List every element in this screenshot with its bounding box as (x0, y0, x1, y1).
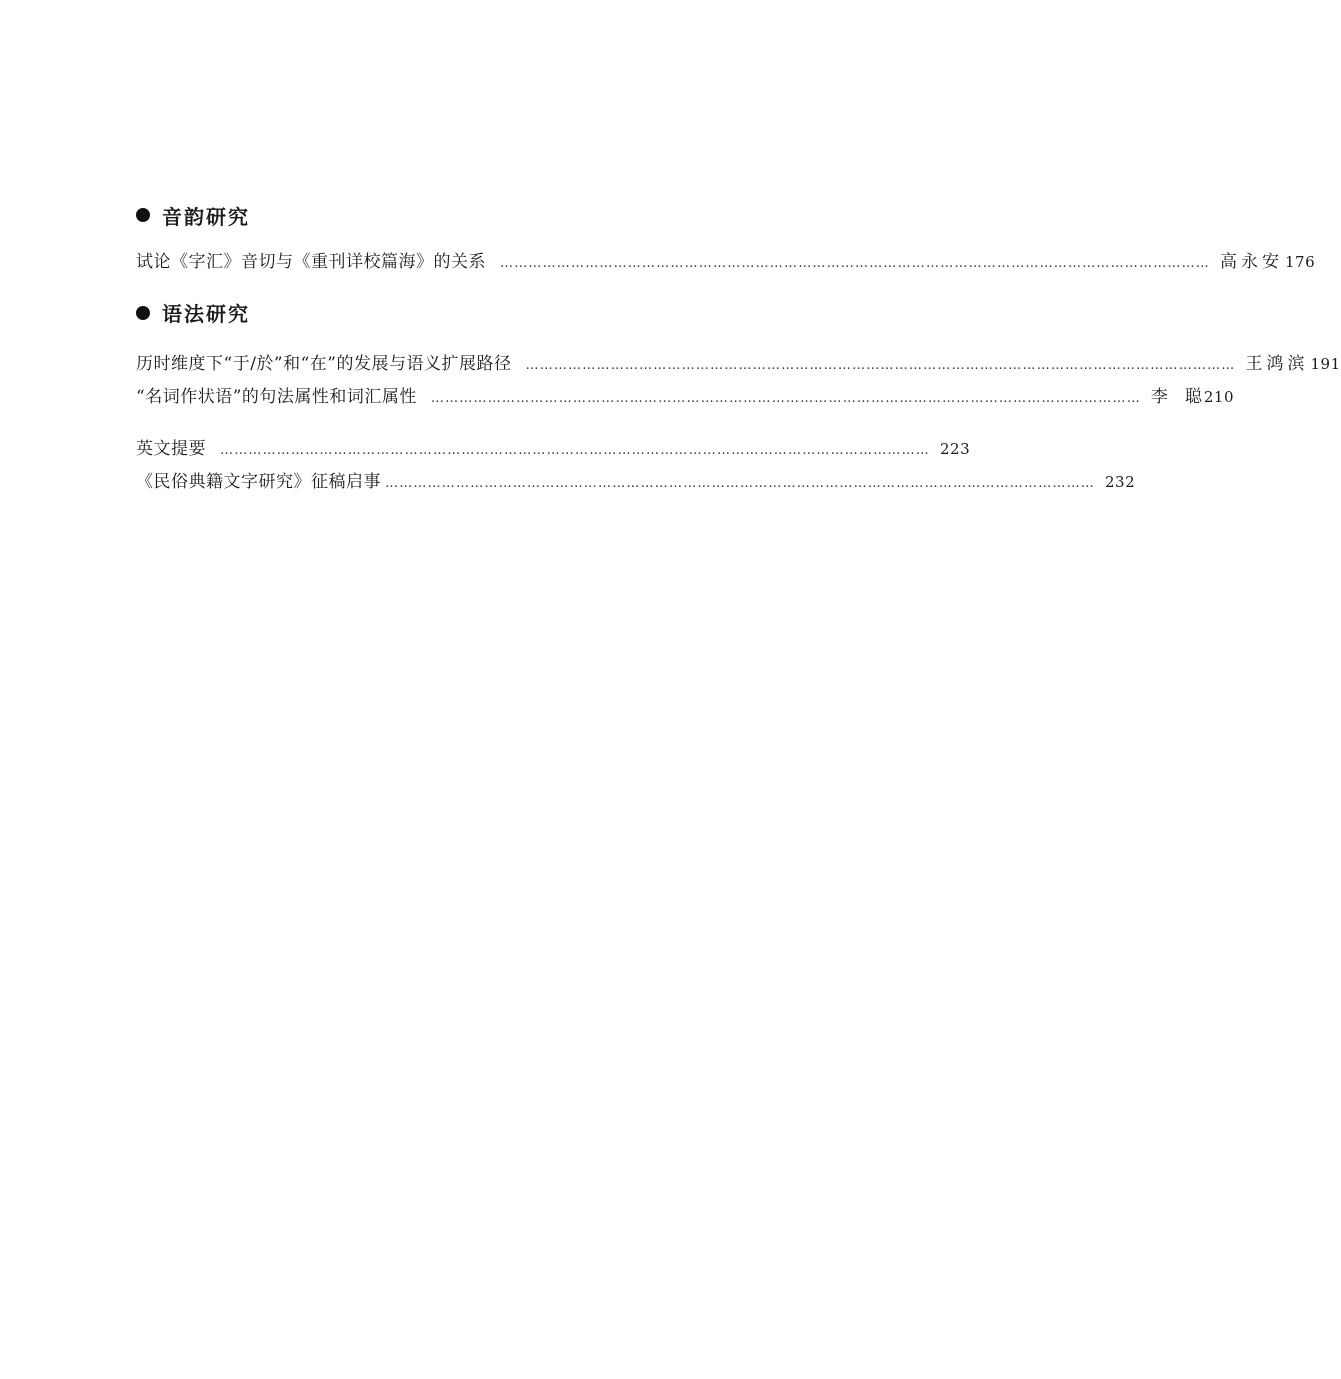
toc-entry[interactable] (136, 348, 1341, 382)
dot-leader: …………………………………………………………………………………………………………………………………… (500, 256, 1210, 271)
dot-leader: …………………………………………………………………………………………………………………………………… (220, 442, 930, 458)
entry-page: 210 (1203, 388, 1235, 406)
section-heading (136, 296, 844, 330)
entry-title: 历时维度下“于/於”和“在”的发展与语义扩展路径 (136, 353, 512, 374)
entry-author: 王鸿滨 (1245, 353, 1309, 374)
entry-author: 李 聪 (1150, 387, 1202, 407)
entry-page: 176 (1285, 253, 1316, 271)
section-heading (136, 198, 844, 232)
entry-page: 223 (940, 439, 971, 458)
bullet-icon (136, 306, 150, 320)
table-of-contents (136, 198, 1341, 500)
dot-leader: …………………………………………………………………………………………………………………………………… (525, 357, 1236, 373)
dot-leader: …………………………………………………………………………………………………………………………………… (385, 476, 1095, 491)
toc-entry[interactable] (136, 381, 1235, 415)
dot-leader: …………………………………………………………………………………………………………………………………… (430, 391, 1141, 406)
entry-title: “名词作状语”的句法属性和词汇属性 (136, 387, 417, 407)
entry-author: 高永安 (1220, 252, 1283, 272)
bullet-icon (136, 208, 150, 222)
toc-entry[interactable] (136, 246, 1316, 280)
section-heading-label: 语法研究 (162, 302, 250, 326)
entry-title: 英文提要 (136, 438, 206, 459)
entry-page: 191 (1310, 354, 1341, 373)
toc-entry[interactable] (136, 433, 971, 467)
toc-entry[interactable] (136, 466, 1136, 500)
entry-title: 试论《字汇》音切与《重刊详校篇海》的关系 (136, 252, 486, 272)
section-heading-label: 音韵研究 (162, 204, 250, 229)
entry-title: 《民俗典籍文字研究》征稿启事 (136, 472, 381, 492)
entry-page: 232 (1105, 473, 1136, 491)
